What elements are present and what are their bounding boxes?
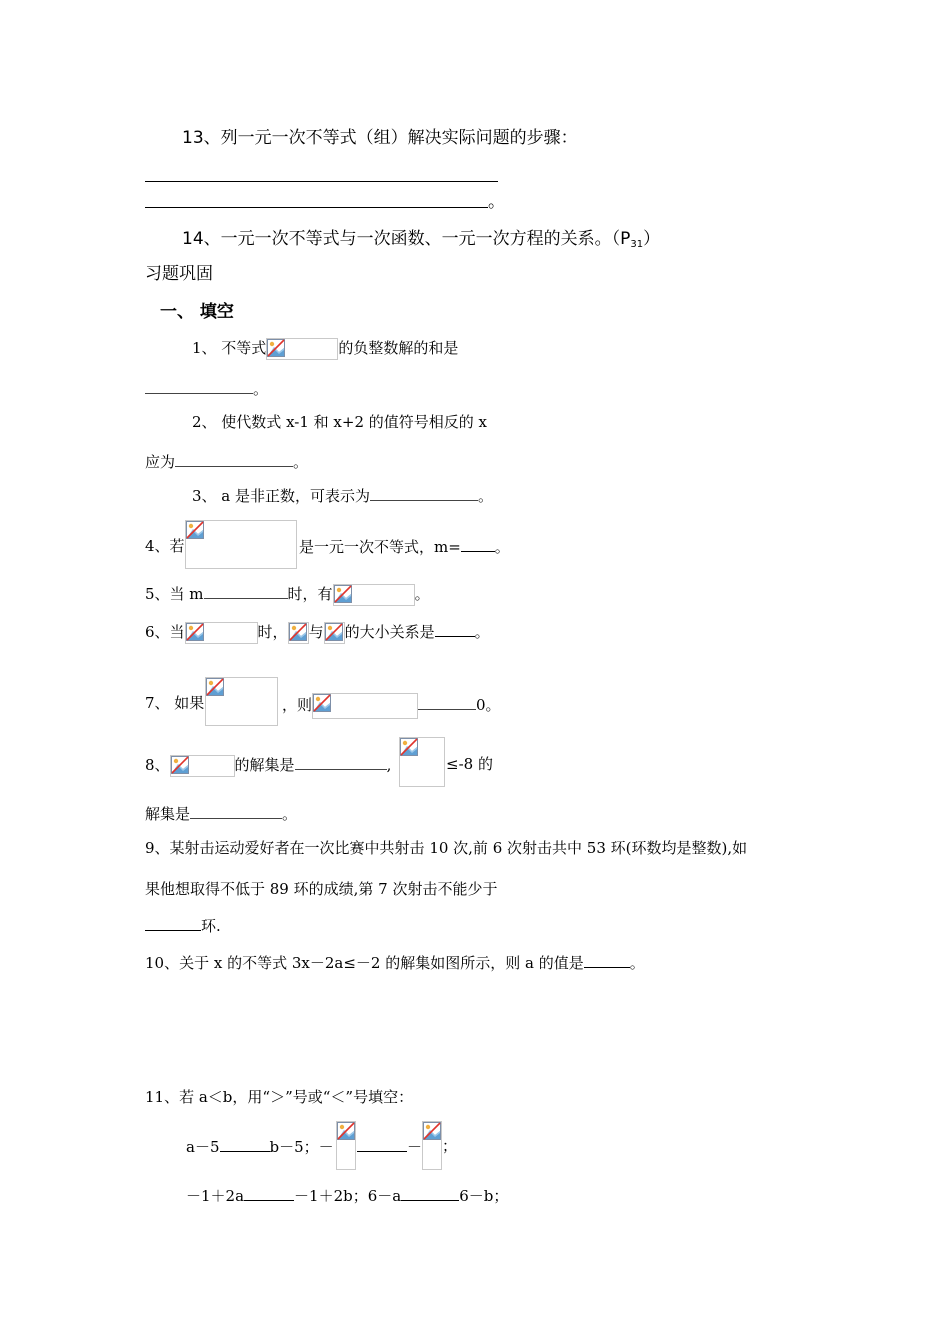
question-4-rest: 是一元一次不等式，m= 。: [299, 538, 510, 556]
formula-image: [266, 338, 338, 360]
answer-blank[interactable]: [244, 1185, 294, 1201]
answer-blank[interactable]: [204, 583, 288, 599]
question-7: 7、 如果: [145, 694, 205, 712]
formula-image: [422, 1121, 442, 1170]
question-1-answer: 。: [145, 378, 268, 399]
image-placeholder-icon: [334, 585, 352, 603]
summary-item-13: 13、列一元一次不等式（组）解决实际问题的步骤：: [182, 128, 578, 148]
formula-image: [205, 677, 278, 726]
image-placeholder-icon: [325, 623, 343, 641]
question-6: 6、当 时， 与 的大小关系是 。: [145, 621, 490, 644]
answer-blank[interactable]: [145, 915, 201, 931]
section-title: 习题巩固: [145, 264, 213, 284]
answer-blank[interactable]: [435, 621, 475, 637]
question-11-row-1: a－5 b－5；－: [186, 1138, 334, 1156]
question-10: 10、关于 x 的不等式 3x－2a≤－2 的解集如图所示，则 a 的值是 。: [145, 954, 645, 972]
answer-blank[interactable]: [461, 536, 495, 552]
formula-image: [170, 755, 235, 777]
image-placeholder-icon: [400, 738, 418, 756]
answer-blank[interactable]: [175, 451, 293, 467]
question-1: 1、 不等式 的负整数解的和是: [192, 338, 458, 360]
image-placeholder-icon: [206, 678, 224, 696]
answer-blank[interactable]: [418, 694, 476, 710]
question-2: 2、 使代数式 x-1 和 x+2 的值符号相反的 x: [192, 413, 487, 431]
image-placeholder-icon: [313, 694, 331, 712]
question-11-row-1-end: ；: [442, 1137, 458, 1155]
question-3: 3、 a 是非正数，可表示为 。: [192, 487, 494, 505]
answer-blank[interactable]: [190, 803, 282, 819]
formula-image: [336, 1121, 356, 1170]
formula-image: [324, 622, 345, 644]
answer-blank[interactable]: [295, 754, 387, 770]
formula-image: [185, 520, 297, 569]
answer-line-end: 。: [488, 192, 505, 212]
question-11-row-2: －1＋2a －1＋2b；6－a 6－b；: [186, 1187, 509, 1205]
formula-image: [399, 737, 445, 787]
formula-image: [288, 622, 309, 644]
question-7-rest: ，则 0。: [282, 693, 501, 719]
answer-line-1: [145, 181, 498, 182]
formula-image: [312, 693, 418, 719]
question-8: 8、 的解集是 ,: [145, 754, 391, 777]
question-11-row-1-mid: －: [357, 1136, 422, 1157]
image-placeholder-icon: [289, 623, 307, 641]
question-9-line-2: 果他想取得不低于 89 环的成绩,第 7 次射击不能少于: [145, 880, 498, 898]
answer-blank[interactable]: [220, 1136, 270, 1152]
formula-image: [333, 584, 415, 606]
question-8-answer: 解集是 。: [145, 805, 298, 823]
answer-line-2: [145, 207, 488, 208]
image-placeholder-icon: [186, 623, 204, 641]
question-5: 5、当 m 时，有 。: [145, 583, 430, 606]
answer-blank[interactable]: [401, 1185, 459, 1201]
formula-image: [185, 622, 258, 644]
answer-blank[interactable]: [357, 1136, 407, 1152]
image-placeholder-icon: [186, 521, 204, 539]
section-subtitle: 一、 填空: [160, 302, 234, 322]
answer-blank[interactable]: [584, 952, 630, 968]
question-11: 11、若 a＜b，用“＞”号或“＜”号填空：: [145, 1088, 414, 1106]
answer-blank[interactable]: [370, 485, 478, 501]
question-2-answer: 应为 。: [145, 453, 309, 471]
question-8-rest: ≤-8 的: [446, 755, 493, 773]
question-4: 4、若: [145, 537, 185, 555]
answer-blank[interactable]: [145, 378, 253, 394]
question-9-answer: 环.: [145, 915, 221, 936]
image-placeholder-icon: [171, 756, 189, 774]
image-placeholder-icon: [337, 1122, 355, 1140]
question-9-line-1: 9、某射击运动爱好者在一次比赛中共射击 10 次,前 6 次射击共中 53 环(环数均是整数),如: [145, 839, 748, 857]
summary-item-14: 14、一元一次不等式与一次函数、一元一次方程的关系。$(P_{31})$: [182, 229, 661, 250]
image-placeholder-icon: [267, 339, 285, 357]
image-placeholder-icon: [423, 1122, 441, 1140]
